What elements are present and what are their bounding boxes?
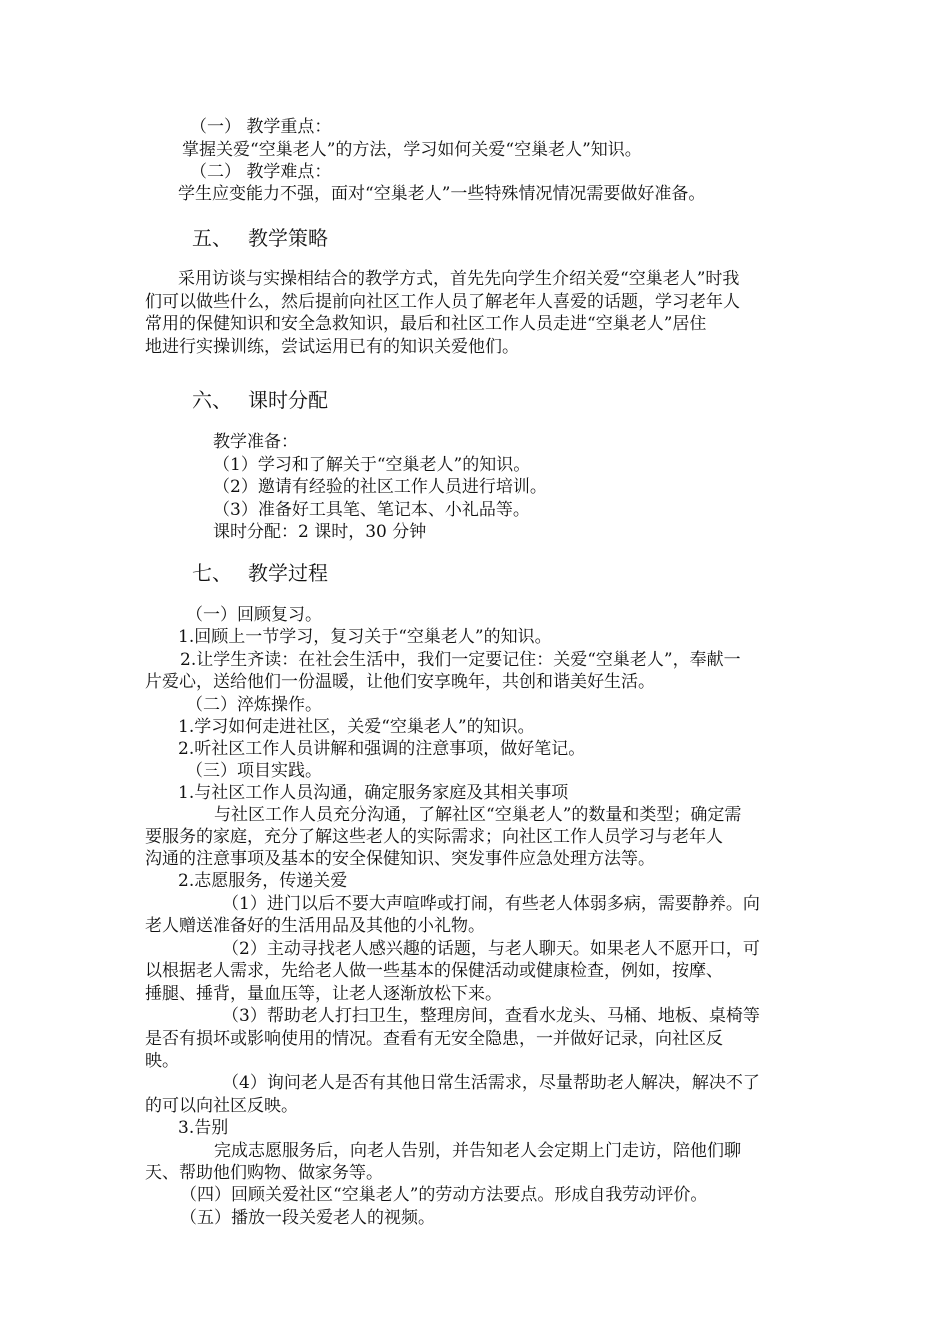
section-number: 五、 — [192, 226, 232, 250]
process-line: 映。 — [145, 1051, 179, 1071]
process-line: （四）回顾关爱社区“空巢老人”的劳动方法要点。形成自我劳动评价。 — [180, 1185, 708, 1205]
time-allocation: 课时分配：2 课时，30 分钟 — [213, 522, 427, 542]
process-line: 的可以向社区反映。 — [145, 1096, 298, 1116]
process-line: 1.回顾上一节学习，复习关于“空巢老人”的知识。 — [178, 627, 552, 647]
process-line: （二）淬炼操作。 — [186, 695, 322, 715]
strategy-line: 常用的保健知识和安全急救知识，最后和社区工作人员走进“空巢老人”居住 — [145, 314, 707, 334]
process-line: 完成志愿服务后，向老人告别，并告知老人会定期上门走访，陪他们聊 — [214, 1141, 741, 1161]
process-line: （4）询问老人是否有其他日常生活需求，尽量帮助老人解决，解决不了 — [222, 1073, 760, 1093]
process-line: 与社区工作人员充分沟通，了解社区“空巢老人”的数量和类型；确定需 — [214, 805, 742, 825]
prep-item: （1）学习和了解关于“空巢老人”的知识。 — [213, 455, 531, 475]
process-line: 2.志愿服务，传递关爱 — [178, 871, 348, 891]
process-line: （五）播放一段关爱老人的视频。 — [180, 1208, 435, 1228]
process-line: 片爱心，送给他们一份温暖，让他们安享晚年，共创和谐美好生活。 — [145, 672, 655, 692]
prep-item: （3）准备好工具笔、笔记本、小礼品等。 — [213, 500, 530, 520]
key-point-text: 掌握关爱“空巢老人”的方法，学习如何关爱“空巢老人”知识。 — [182, 140, 642, 160]
section-heading-process — [192, 560, 328, 586]
strategy-line: 采用访谈与实操相结合的教学方式，首先先向学生介绍关爱“空巢老人”时我 — [178, 269, 740, 289]
process-line: （3）帮助老人打扫卫生，整理房间，查看水龙头、马桶、地板、桌椅等 — [222, 1006, 760, 1026]
process-line: 1.与社区工作人员沟通，确定服务家庭及其相关事项 — [178, 783, 569, 803]
section-number: 六、 — [192, 388, 232, 412]
strategy-line: 们可以做些什么，然后提前向社区工作人员了解老年人喜爱的话题，学习老年人 — [145, 292, 740, 312]
process-line: 沟通的注意事项及基本的安全保健知识、突发事件应急处理方法等。 — [145, 849, 655, 869]
section-title: 课时分配 — [248, 388, 328, 412]
section-heading-schedule — [192, 387, 328, 413]
difficulty-text: 学生应变能力不强，面对“空巢老人”一些特殊情况情况需要做好准备。 — [178, 184, 706, 204]
process-line: （三）项目实践。 — [186, 761, 322, 781]
difficulty-label: （二） 教学难点： — [190, 162, 332, 182]
process-line: 2.让学生齐读：在社会生活中，我们一定要记住：关爱“空巢老人”，奉献一 — [180, 650, 741, 670]
section-title: 教学策略 — [248, 226, 328, 250]
prep-label: 教学准备： — [213, 432, 298, 452]
process-line: 捶腿、捶背，量血压等，让老人逐渐放松下来。 — [145, 984, 502, 1004]
process-line: 3.告别 — [178, 1118, 229, 1138]
process-line: （一）回顾复习。 — [186, 605, 322, 625]
process-line: （2）主动寻找老人感兴趣的话题，与老人聊天。如果老人不愿开口，可 — [222, 939, 760, 959]
prep-item: （2）邀请有经验的社区工作人员进行培训。 — [213, 477, 547, 497]
process-line: 是否有损坏或影响使用的情况。查看有无安全隐患，一并做好记录，向社区反 — [145, 1029, 723, 1049]
process-line: （1）进门以后不要大声喧哗或打闹，有些老人体弱多病，需要静养。向 — [222, 894, 760, 914]
process-line: 要服务的家庭，充分了解这些老人的实际需求；向社区工作人员学习与老年人 — [145, 827, 723, 847]
process-line: 1.学习如何走进社区，关爱“空巢老人”的知识。 — [178, 717, 535, 737]
process-line: 天、帮助他们购物、做家务等。 — [145, 1163, 383, 1183]
section-number: 七、 — [192, 561, 232, 585]
key-point-label: （一） 教学重点： — [190, 117, 332, 137]
section-heading-strategy — [192, 225, 328, 251]
process-line: 以根据老人需求，先给老人做一些基本的保健活动或健康检查，例如，按摩、 — [145, 961, 723, 981]
process-line: 2.听社区工作人员讲解和强调的注意事项，做好笔记。 — [178, 739, 586, 759]
strategy-line: 地进行实操训练，尝试运用已有的知识关爱他们。 — [145, 337, 519, 357]
section-title: 教学过程 — [248, 561, 328, 585]
process-line: 老人赠送准备好的生活用品及其他的小礼物。 — [145, 916, 485, 936]
